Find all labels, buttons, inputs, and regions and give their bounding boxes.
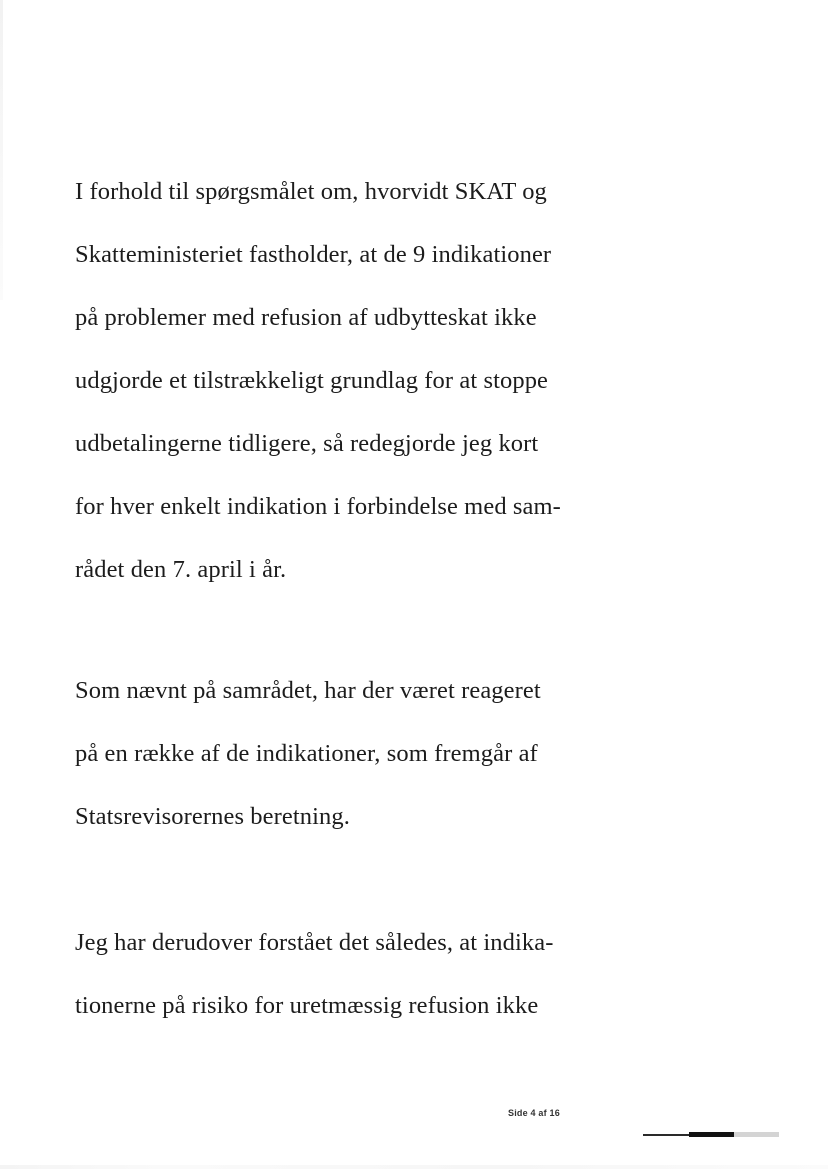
text-line: rådet den 7. april i år. — [75, 556, 287, 583]
footer-bar-thick-segment — [689, 1132, 734, 1137]
text-line: på problemer med refusion af udbytteskat ikke — [75, 304, 537, 331]
text-line: Statsrevisorernes beretning. — [75, 803, 350, 830]
text-line: udbetalingerne tidligere, så redegjorde jeg kort — [75, 430, 539, 457]
footer-bar-light-segment — [734, 1132, 779, 1137]
text-line: Jeg har derudover forstået det således, at indika- — [75, 929, 554, 956]
paragraph-3 — [75, 911, 553, 1037]
text-line: I forhold til spørgsmålet om, hvorvidt SKAT og — [75, 178, 547, 205]
text-line: udgjorde et tilstrækkeligt grundlag for at stoppe — [75, 367, 549, 394]
text-line: Skatteministeriet fastholder, at de 9 indikationer — [75, 241, 552, 268]
footer-decorative-bar — [643, 1132, 779, 1137]
text-line: Som nævnt på samrådet, har der været reageret — [75, 677, 541, 704]
footer-bar-thin-segment — [643, 1134, 689, 1136]
text-line: tionerne på risiko for uretmæssig refusion ikke — [75, 992, 539, 1019]
page-edge — [0, 0, 3, 300]
page-number: Side 4 af 16 — [508, 1108, 560, 1118]
paragraph-1 — [75, 160, 561, 601]
text-line: på en række af de indikationer, som fremgår af — [75, 740, 538, 767]
paragraph-2 — [75, 659, 541, 848]
text-line: for hver enkelt indikation i forbindelse med sam- — [75, 493, 561, 520]
scan-edge — [0, 1165, 828, 1169]
